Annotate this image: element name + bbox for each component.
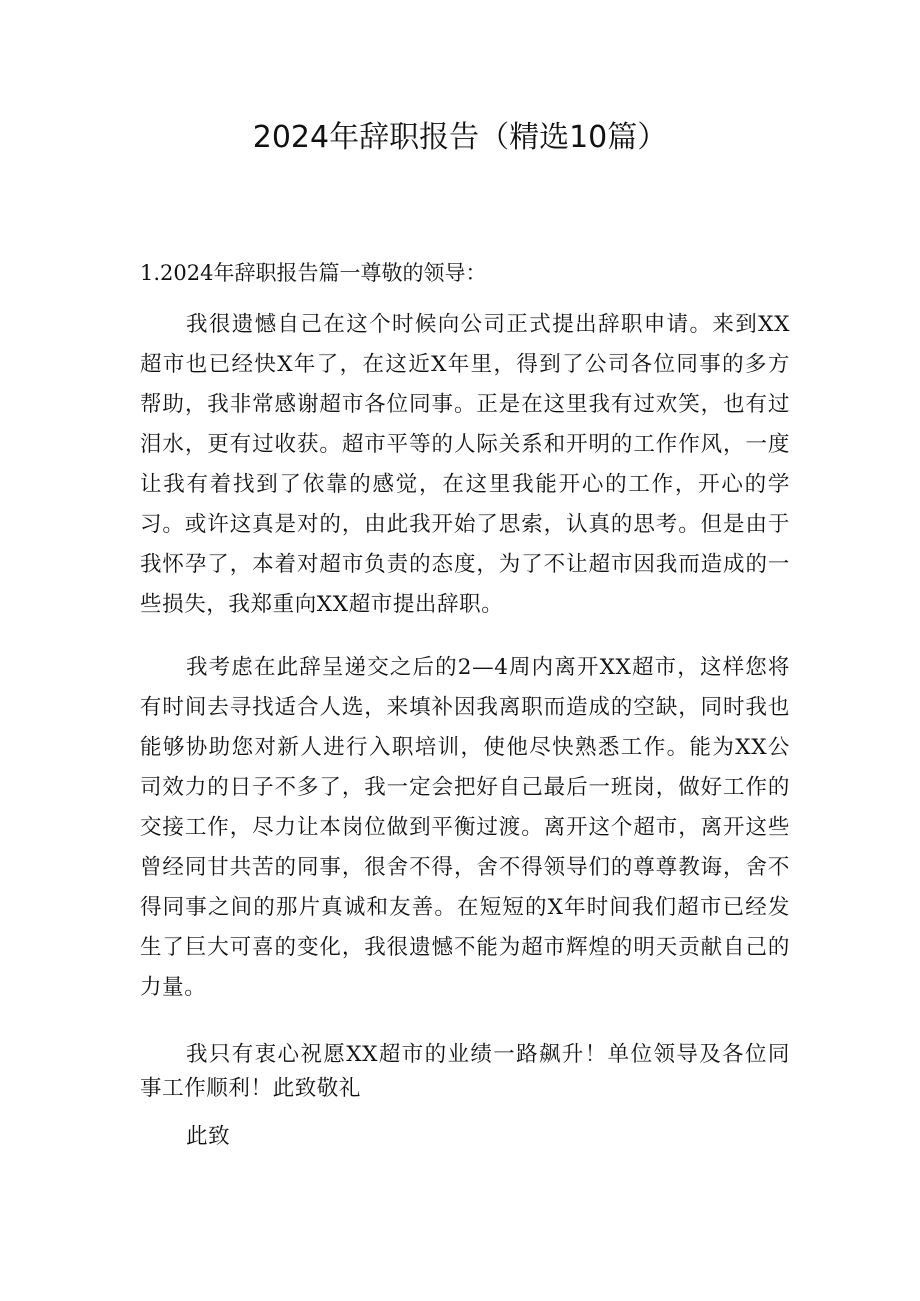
body-paragraph: 我很遗憾自己在这个时候向公司正式提出辞职申请。来到XX超市也已经快X年了，在这近X年里，得到了公司各位同事的多方帮助，我非常感谢超市各位同事。正是在这里我有过欢笑，也有过泪水，更有过收获。超市平等的人际关系和开明的工作作风，一度让我有着找到了依靠的感觉，在这里我能开心的工作，开心的学习。或许这真是对的，由此我开始了思索，认真的思考。但是由于我怀孕了，本着对超市负责的态度，为了不让超市因我而造成的一些损失，我郑重向XX超市提出辞职。 [140,312,790,617]
closing-paragraph: 我只有衷心祝愿XX超市的业绩一路飙升！单位领导及各位同事工作顺利！此致敬礼 [140,1042,790,1101]
body-paragraph: 我考虑在此辞呈递交之后的2—4周内离开XX超市，这样您将有时间去寻找适合人选，来填补因我离职而造成的空缺，同时我也能够协助您对新人进行入职培训，使他尽快熟悉工作。能为XX公司效力的日子不多了，我一定会把好自己最后一班岗，做好工作的交接工作，尽力让本岗位做到平衡过渡。离开这个超市，离开这些曾经同甘共苦的同事，很舍不得，舍不得领导们的尊尊教诲，舍不得同事之间的那片真诚和友善。在短短的X年时间我们超市已经发生了巨大可喜的变化，我很遗憾不能为超市辉煌的明天贡献自己的力量。 [140,655,790,1000]
section-heading: 1.2024年辞职报告篇一尊敬的领导： [140,261,487,285]
document-title: 2024年辞职报告（精选10篇） [252,120,668,155]
closing-salutation: 此致 [186,1124,231,1149]
